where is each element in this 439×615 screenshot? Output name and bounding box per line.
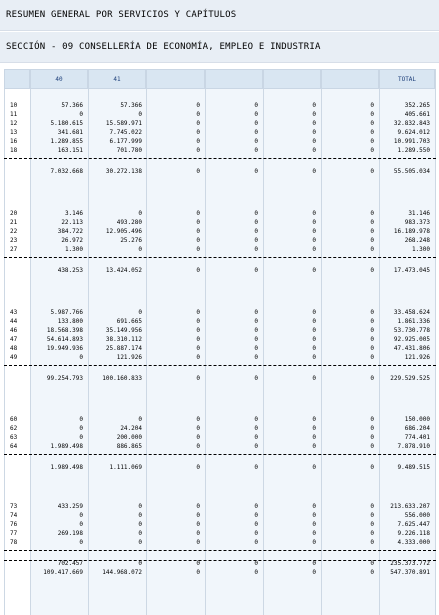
cell-value: 0 [196, 102, 200, 109]
cell-value: 0 [254, 138, 258, 145]
table-row [0, 227, 439, 236]
table-row [0, 442, 439, 451]
cell-value: 0 [370, 327, 374, 334]
cell-value: 0 [370, 464, 374, 471]
cell-value: 0 [254, 120, 258, 127]
table-row [0, 326, 439, 335]
table-row [0, 245, 439, 254]
cell-value: 0 [312, 560, 316, 567]
cell-value: 0 [312, 345, 316, 352]
cell-value: 0 [196, 228, 200, 235]
cell-value: 0 [370, 309, 374, 316]
subtotal-row [0, 374, 439, 383]
cell-value: 18.568.398 [46, 327, 83, 334]
cell-value: 0 [312, 147, 316, 154]
cell-value: 109.417.669 [43, 569, 83, 576]
dashed-separator [4, 158, 436, 159]
cell-value: 0 [254, 309, 258, 316]
cell-value: 0 [312, 246, 316, 253]
cell-value: 0 [312, 336, 316, 343]
cell-value: 0 [312, 443, 316, 450]
cell-value: 4.333.000 [397, 539, 430, 546]
cell-value: 0 [370, 416, 374, 423]
cell-value: 0 [196, 309, 200, 316]
column-header [321, 69, 379, 89]
cell-value: 0 [370, 219, 374, 226]
cell-value: 0 [138, 512, 142, 519]
dashed-separator [4, 560, 436, 561]
cell-value: 26.972 [61, 237, 83, 244]
cell-value: 0 [254, 102, 258, 109]
cell-value: 15.589.971 [105, 120, 142, 127]
row-code: 44 [10, 318, 18, 325]
cell-value: 0 [254, 246, 258, 253]
table-row [0, 308, 439, 317]
cell-value: 229.529.525 [390, 375, 430, 382]
cell-value: 12.905.496 [105, 228, 142, 235]
cell-value: 0 [254, 375, 258, 382]
cell-value: 0 [79, 354, 83, 361]
cell-value: 0 [312, 375, 316, 382]
cell-value: 0 [370, 102, 374, 109]
table-row [0, 137, 439, 146]
subtotal-row [0, 266, 439, 275]
cell-value: 19.949.936 [46, 345, 83, 352]
cell-value: 0 [312, 219, 316, 226]
cell-value: 0 [196, 246, 200, 253]
cell-value: 0 [254, 318, 258, 325]
cell-value: 0 [312, 129, 316, 136]
cell-value: 0 [254, 267, 258, 274]
cell-value: 886.865 [116, 443, 142, 450]
cell-value: 5.987.766 [50, 309, 83, 316]
cell-value: 0 [370, 560, 374, 567]
table-row [0, 119, 439, 128]
cell-value: 0 [196, 464, 200, 471]
cell-value: 0 [196, 336, 200, 343]
dashed-separator [4, 365, 436, 366]
table-row [0, 502, 439, 511]
cell-value: 686.204 [404, 425, 430, 432]
cell-value: 0 [254, 237, 258, 244]
row-code: 22 [10, 228, 18, 235]
cell-value: 0 [254, 512, 258, 519]
cell-value: 0 [370, 168, 374, 175]
cell-value: 0 [370, 111, 374, 118]
cell-value: 0 [312, 120, 316, 127]
cell-value: 0 [370, 318, 374, 325]
cell-value: 121.926 [404, 354, 430, 361]
row-code: 78 [10, 539, 18, 546]
cell-value: 341.681 [57, 129, 83, 136]
cell-value: 0 [196, 129, 200, 136]
row-code: 16 [10, 138, 18, 145]
cell-value: 0 [196, 512, 200, 519]
cell-value: 25.887.174 [105, 345, 142, 352]
cell-value: 0 [370, 246, 374, 253]
cell-value: 0 [312, 569, 316, 576]
cell-value: 701.780 [116, 147, 142, 154]
subtotal-row [0, 167, 439, 176]
cell-value: 0 [254, 111, 258, 118]
cell-value: 57.366 [61, 102, 83, 109]
cell-value: 47.431.806 [393, 345, 430, 352]
row-code: 23 [10, 237, 18, 244]
cell-value: 0 [196, 147, 200, 154]
cell-value: 438.253 [57, 267, 83, 274]
row-code: 63 [10, 434, 18, 441]
cell-value: 352.265 [404, 102, 430, 109]
row-code: 10 [10, 102, 18, 109]
cell-value: 7.625.447 [397, 521, 430, 528]
cell-value: 0 [254, 443, 258, 450]
cell-value: 0 [196, 354, 200, 361]
cell-value: 0 [370, 503, 374, 510]
cell-value: 983.373 [404, 219, 430, 226]
cell-value: 7.745.022 [109, 129, 142, 136]
cell-value: 235.373.772 [390, 560, 430, 567]
table-row [0, 344, 439, 353]
cell-value: 0 [138, 503, 142, 510]
cell-value: 0 [370, 228, 374, 235]
cell-value: 133.800 [57, 318, 83, 325]
cell-value: 0 [254, 434, 258, 441]
row-code: 11 [10, 111, 18, 118]
cell-value: 0 [196, 318, 200, 325]
table-row [0, 218, 439, 227]
cell-value: 1.989.498 [50, 443, 83, 450]
cell-value: 0 [254, 539, 258, 546]
cell-value: 0 [196, 168, 200, 175]
cell-value: 163.151 [57, 147, 83, 154]
dashed-separator [4, 257, 436, 258]
cell-value: 0 [196, 569, 200, 576]
cell-value: 0 [138, 530, 142, 537]
cell-value: 0 [312, 354, 316, 361]
cell-value: 0 [312, 318, 316, 325]
cell-value: 0 [370, 521, 374, 528]
cell-value: 0 [254, 129, 258, 136]
row-code: 43 [10, 309, 18, 316]
row-code: 46 [10, 327, 18, 334]
row-code: 21 [10, 219, 18, 226]
cell-value: 0 [370, 120, 374, 127]
cell-value: 0 [312, 309, 316, 316]
dashed-separator [4, 454, 436, 455]
table-row [0, 335, 439, 344]
cell-value: 0 [196, 434, 200, 441]
cell-value: 0 [312, 464, 316, 471]
cell-value: 0 [312, 111, 316, 118]
cell-value: 0 [254, 464, 258, 471]
cell-value: 0 [196, 539, 200, 546]
cell-value: 0 [138, 246, 142, 253]
cell-value: 32.832.843 [393, 120, 430, 127]
row-code: 18 [10, 147, 18, 154]
cell-value: 0 [312, 539, 316, 546]
cell-value: 6.177.999 [109, 138, 142, 145]
cell-value: 0 [196, 425, 200, 432]
cell-value: 0 [312, 434, 316, 441]
row-code: 73 [10, 503, 18, 510]
row-code: 74 [10, 512, 18, 519]
table-row [0, 128, 439, 137]
row-code: 27 [10, 246, 18, 253]
grand-total-row [0, 568, 439, 577]
cell-value: 35.149.956 [105, 327, 142, 334]
cell-value: 0 [370, 147, 374, 154]
cell-value: 0 [196, 237, 200, 244]
cell-value: 0 [312, 102, 316, 109]
cell-value: 150.000 [404, 416, 430, 423]
cell-value: 1.289.855 [50, 138, 83, 145]
table-row [0, 110, 439, 119]
cell-value: 0 [254, 503, 258, 510]
row-code: 48 [10, 345, 18, 352]
cell-value: 0 [370, 267, 374, 274]
cell-value: 0 [254, 354, 258, 361]
section-title: SECCIÓN - 09 CONSELLERÍA DE ECONOMÍA, EMPLEO E INDUSTRIA [6, 42, 321, 52]
table-row [0, 538, 439, 547]
cell-value: 0 [254, 416, 258, 423]
row-code: 49 [10, 354, 18, 361]
cell-value: 1.300 [411, 246, 430, 253]
cell-value: 1.289.550 [397, 147, 430, 154]
cell-value: 0 [196, 267, 200, 274]
cell-value: 0 [196, 521, 200, 528]
cell-value: 99.254.793 [46, 375, 83, 382]
cell-value: 22.113 [61, 219, 83, 226]
cell-value: 0 [254, 345, 258, 352]
cell-value: 55.505.034 [393, 168, 430, 175]
cell-value: 0 [254, 336, 258, 343]
cell-value: 0 [254, 569, 258, 576]
cell-value: 0 [138, 309, 142, 316]
row-code: 62 [10, 425, 18, 432]
cell-value: 0 [370, 443, 374, 450]
cell-value: 0 [312, 425, 316, 432]
cell-value: 0 [254, 210, 258, 217]
cell-value: 0 [79, 416, 83, 423]
row-code: 60 [10, 416, 18, 423]
cell-value: 0 [370, 138, 374, 145]
cell-value: 0 [254, 219, 258, 226]
cell-value: 0 [196, 138, 200, 145]
cell-value: 9.624.012 [397, 129, 430, 136]
cell-value: 0 [79, 434, 83, 441]
cell-value: 702.457 [57, 560, 83, 567]
cell-value: 0 [79, 425, 83, 432]
cell-value: 0 [196, 416, 200, 423]
cell-value: 0 [138, 521, 142, 528]
cell-value: 0 [370, 375, 374, 382]
cell-value: 0 [254, 147, 258, 154]
cell-value: 0 [370, 425, 374, 432]
cell-value: 0 [79, 111, 83, 118]
cell-value: 9.226.118 [397, 530, 430, 537]
table-row [0, 209, 439, 218]
column-header: 40 [30, 69, 88, 89]
cell-value: 0 [196, 345, 200, 352]
cell-value: 213.633.207 [390, 503, 430, 510]
cell-value: 0 [370, 336, 374, 343]
row-code: 77 [10, 530, 18, 537]
cell-value: 0 [196, 219, 200, 226]
cell-value: 0 [196, 375, 200, 382]
column-header [205, 69, 263, 89]
cell-value: 0 [196, 111, 200, 118]
cell-value: 0 [79, 521, 83, 528]
cell-value: 774.401 [404, 434, 430, 441]
cell-value: 144.968.072 [102, 569, 142, 576]
cell-value: 9.489.515 [397, 464, 430, 471]
cell-value: 0 [196, 530, 200, 537]
cell-value: 100.160.833 [102, 375, 142, 382]
cell-value: 0 [196, 327, 200, 334]
cell-value: 0 [312, 530, 316, 537]
cell-value: 1.300 [64, 246, 83, 253]
cell-value: 0 [370, 512, 374, 519]
cell-value: 0 [312, 503, 316, 510]
cell-value: 0 [370, 237, 374, 244]
cell-value: 0 [196, 503, 200, 510]
cell-value: 268.248 [404, 237, 430, 244]
table-row [0, 353, 439, 362]
cell-value: 0 [254, 168, 258, 175]
cell-value: 0 [254, 560, 258, 567]
table-row [0, 415, 439, 424]
dashed-separator [4, 550, 436, 551]
cell-value: 0 [312, 512, 316, 519]
table-row [0, 529, 439, 538]
column-header: 41 [88, 69, 146, 89]
cell-value: 1.989.498 [50, 464, 83, 471]
cell-value: 0 [254, 327, 258, 334]
cell-value: 92.925.005 [393, 336, 430, 343]
cell-value: 269.198 [57, 530, 83, 537]
cell-value: 0 [254, 425, 258, 432]
report-title-bar [0, 0, 439, 31]
cell-value: 121.926 [116, 354, 142, 361]
cell-value: 0 [254, 530, 258, 537]
cell-value: 1.111.069 [109, 464, 142, 471]
cell-value: 13.424.052 [105, 267, 142, 274]
cell-value: 493.280 [116, 219, 142, 226]
cell-value: 57.366 [120, 102, 142, 109]
cell-value: 0 [79, 512, 83, 519]
row-code: 76 [10, 521, 18, 528]
cell-value: 0 [312, 416, 316, 423]
cell-value: 0 [312, 267, 316, 274]
cell-value: 0 [312, 237, 316, 244]
table-row [0, 520, 439, 529]
cell-value: 556.000 [404, 512, 430, 519]
cell-value: 0 [312, 168, 316, 175]
cell-value: 10.991.703 [393, 138, 430, 145]
cell-value: 24.204 [120, 425, 142, 432]
cell-value: 30.272.138 [105, 168, 142, 175]
cell-value: 25.276 [120, 237, 142, 244]
cell-value: 0 [254, 521, 258, 528]
cell-value: 0 [370, 129, 374, 136]
cell-value: 200.000 [116, 434, 142, 441]
cell-value: 0 [196, 210, 200, 217]
cell-value: 38.310.112 [105, 336, 142, 343]
cell-value: 5.180.615 [50, 120, 83, 127]
row-code: 64 [10, 443, 18, 450]
cell-value: 0 [196, 560, 200, 567]
table-row [0, 101, 439, 110]
cell-value: 0 [312, 521, 316, 528]
report-title: RESUMEN GENERAL POR SERVICIOS Y CAPÍTULOS [6, 10, 237, 20]
table-row [0, 424, 439, 433]
column-header [146, 69, 205, 89]
row-code: 47 [10, 336, 18, 343]
cell-value: 0 [138, 210, 142, 217]
cell-value: 691.665 [116, 318, 142, 325]
cell-value: 0 [79, 539, 83, 546]
cell-value: 384.722 [57, 228, 83, 235]
cell-value: 1.861.336 [397, 318, 430, 325]
cell-value: 31.146 [408, 210, 430, 217]
cell-value: 0 [370, 530, 374, 537]
cell-value: 0 [196, 443, 200, 450]
cell-value: 0 [312, 138, 316, 145]
row-code: 20 [10, 210, 18, 217]
cell-value: 0 [370, 345, 374, 352]
cell-value: 16.189.978 [393, 228, 430, 235]
cell-value: 0 [370, 434, 374, 441]
subtotal-row [0, 463, 439, 472]
column-header [263, 69, 321, 89]
cell-value: 7.032.668 [50, 168, 83, 175]
cell-value: 0 [312, 210, 316, 217]
cell-value: 7.878.910 [397, 443, 430, 450]
cell-value: 0 [138, 416, 142, 423]
cell-value: 0 [370, 210, 374, 217]
cell-value: 0 [370, 539, 374, 546]
cell-value: 0 [312, 327, 316, 334]
cell-value: 0 [312, 228, 316, 235]
cell-value: 0 [138, 539, 142, 546]
code-column-header [4, 69, 30, 89]
cell-value: 0 [138, 560, 142, 567]
cell-value: 33.458.624 [393, 309, 430, 316]
cell-value: 0 [370, 354, 374, 361]
cell-value: 17.473.045 [393, 267, 430, 274]
row-code: 12 [10, 120, 18, 127]
cell-value: 53.730.778 [393, 327, 430, 334]
cell-value: 0 [138, 111, 142, 118]
cell-value: 0 [370, 569, 374, 576]
table-row [0, 236, 439, 245]
table-row [0, 511, 439, 520]
cell-value: 54.614.893 [46, 336, 83, 343]
cell-value: 3.146 [64, 210, 83, 217]
table-row [0, 146, 439, 155]
table-row [0, 433, 439, 442]
cell-value: 433.259 [57, 503, 83, 510]
cell-value: 547.370.891 [390, 569, 430, 576]
cell-value: 0 [196, 120, 200, 127]
column-header: TOTAL [379, 69, 435, 89]
section-title-bar [0, 32, 439, 63]
cell-value: 405.661 [404, 111, 430, 118]
row-code: 13 [10, 129, 18, 136]
table-row [0, 317, 439, 326]
cell-value: 0 [254, 228, 258, 235]
